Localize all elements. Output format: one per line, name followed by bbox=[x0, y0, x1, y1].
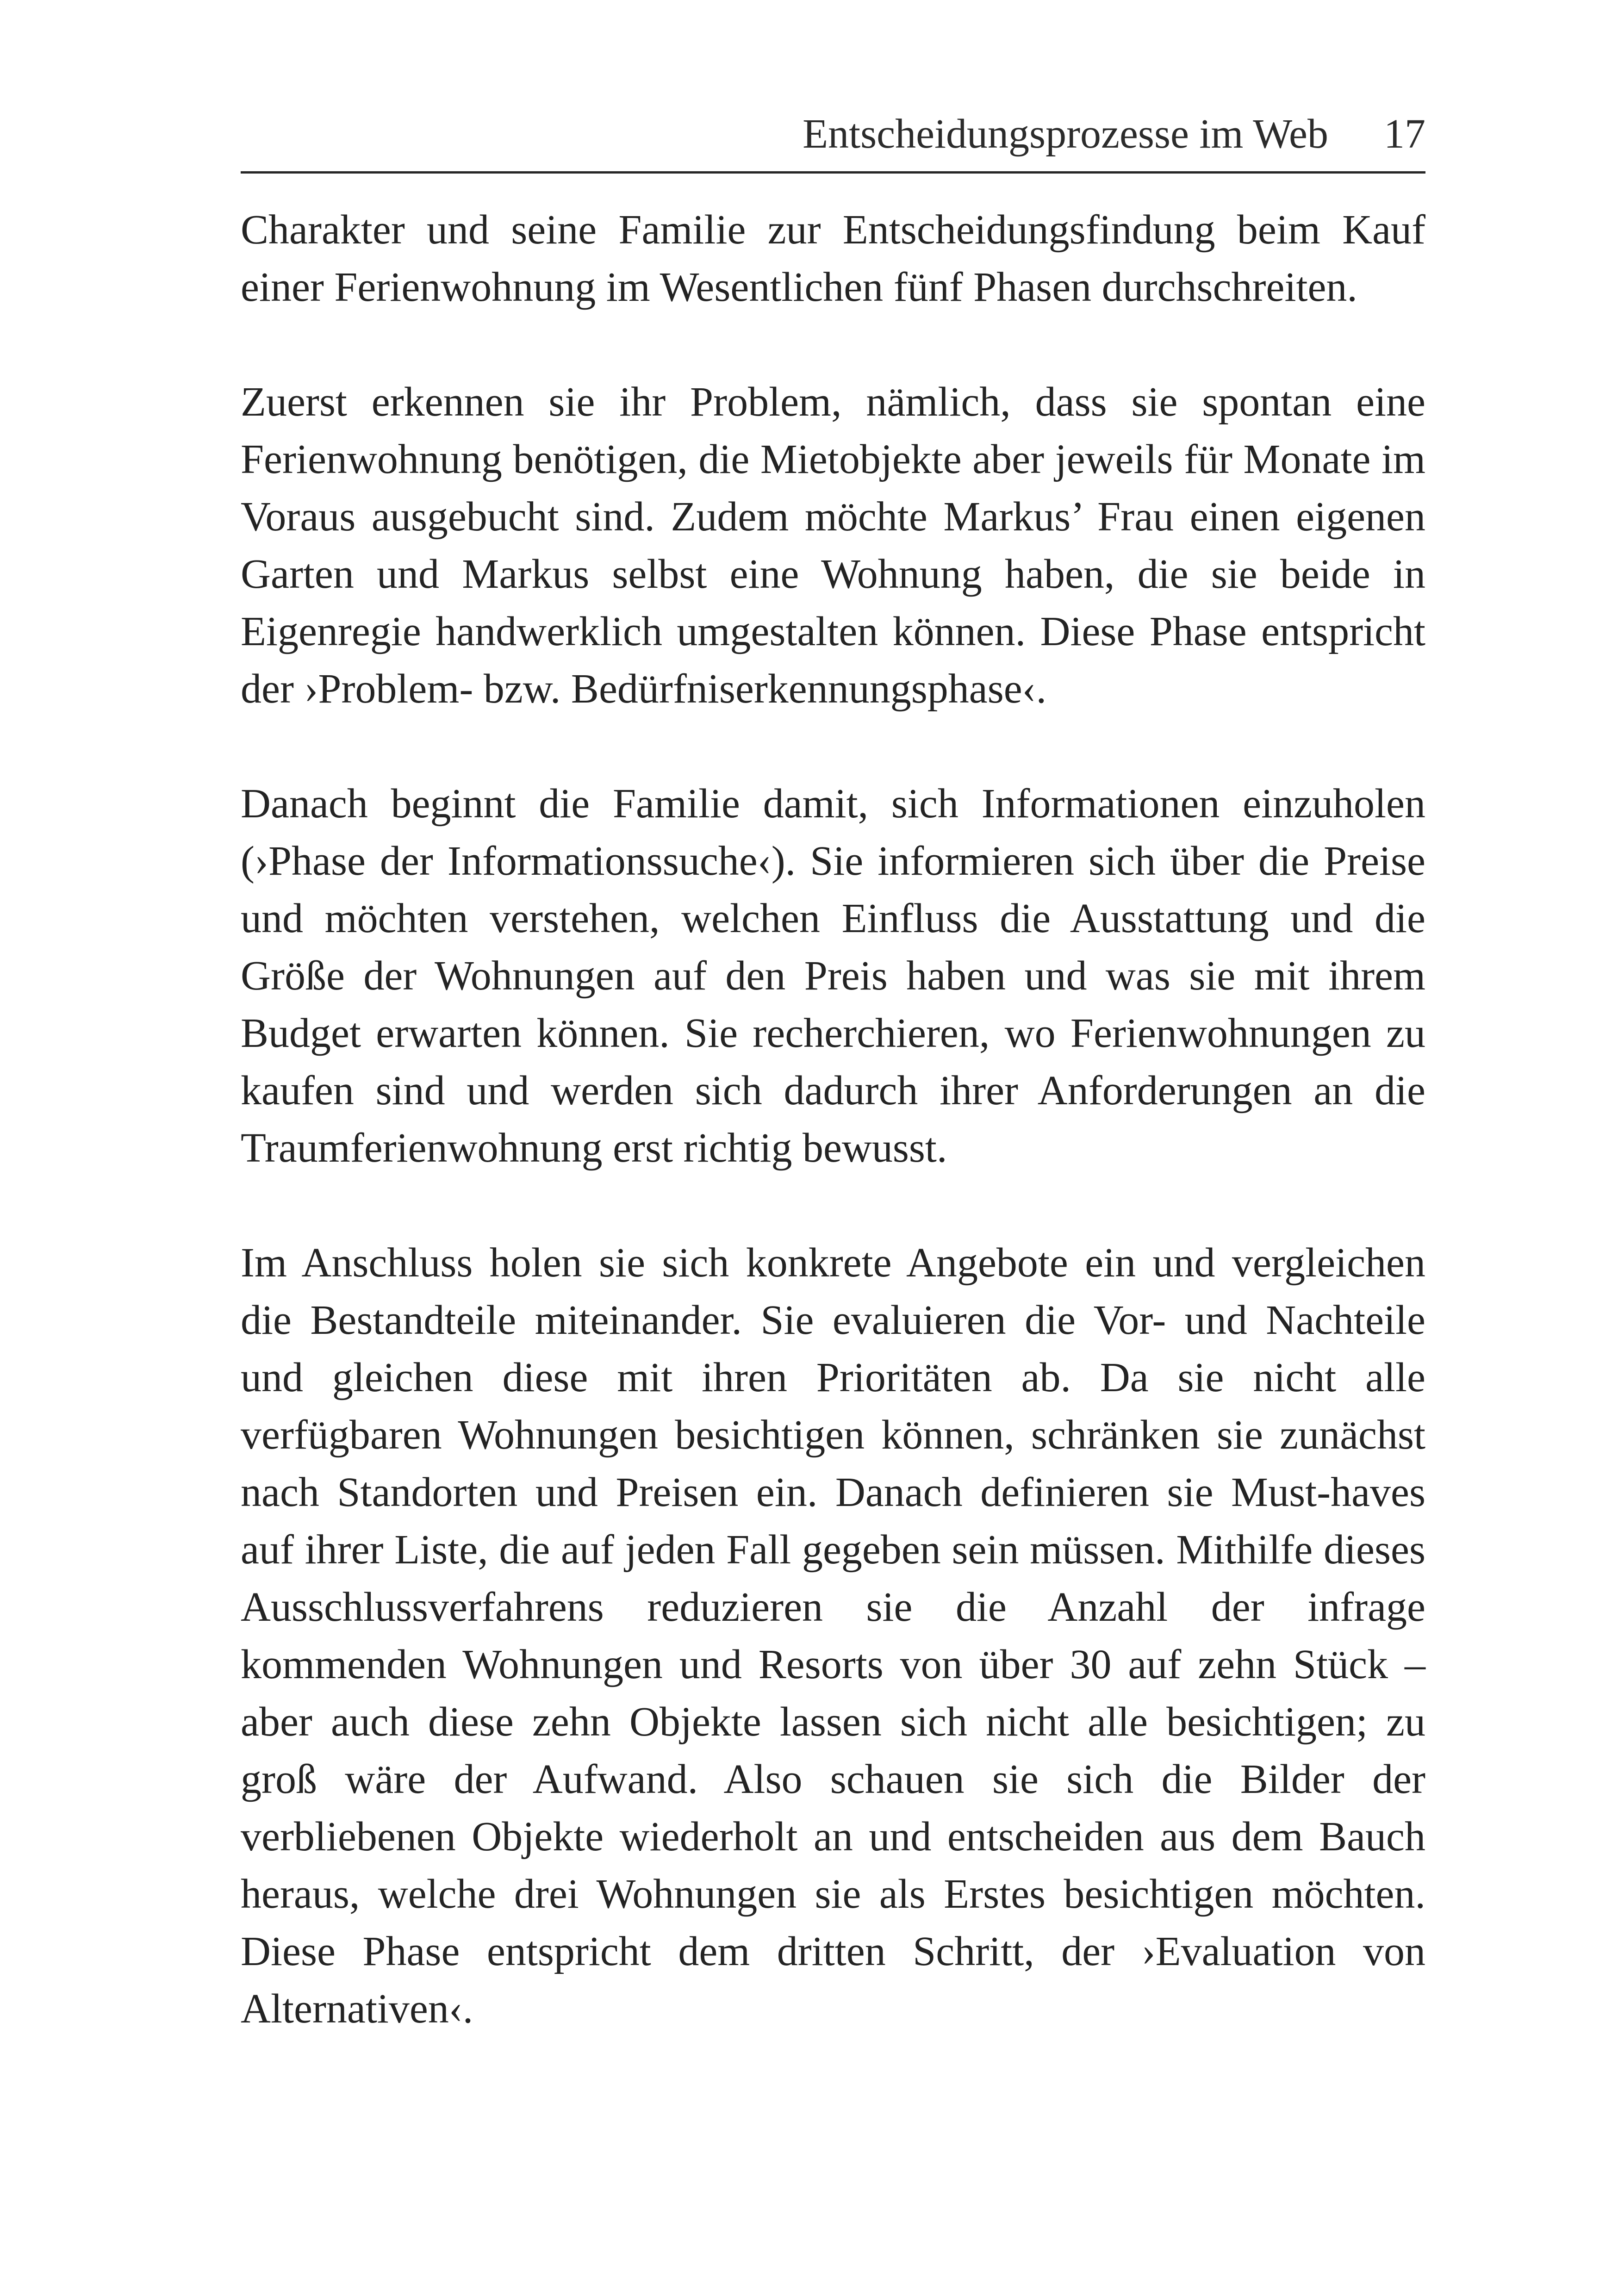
running-title: Entscheidungsprozesse im Web bbox=[803, 111, 1328, 157]
paragraph: Zuerst erkennen sie ihr Problem, nämlich, dass sie spontan eine Ferienwohnung benötigen, die Mietobjekte aber jeweils für Monate im Voraus ausgebucht sind. Zudem möchte Markus’ Frau einen eigenen Garten und Markus selbst eine Wohnung haben, die sie beide in Eigenregie handwerklich umgestalten können. Diese Phase entspricht der ›Problem- bzw. Bedürfniserkennungsphase‹. bbox=[241, 379, 1425, 712]
paragraph: Charakter und seine Familie zur Entscheidungsfindung beim Kauf einer Ferienwohnung im Wesentlichen fünf Phasen durchschreiten. bbox=[241, 207, 1425, 310]
page-number: 17 bbox=[1384, 111, 1425, 157]
header-rule bbox=[241, 171, 1425, 174]
body-text bbox=[241, 201, 1425, 2038]
paragraph: Danach beginnt die Familie damit, sich Informationen einzuholen (›Phase der Informationssuche‹). Sie informieren sich über die Preise und möchten verstehen, welchen Einfluss die Ausstattung und die Größe der Wohnungen auf den Preis haben und was sie mit ihrem Budget erwarten können. Sie recherchieren, wo Ferienwohnungen zu kaufen sind und werden sich dadurch ihrer Anforderungen an die Traumferienwohnung erst richtig bewusst. bbox=[241, 781, 1425, 1171]
running-header bbox=[241, 104, 1425, 164]
paragraph: Im Anschluss holen sie sich konkrete Angebote ein und vergleichen die Bestandteile miteinander. Sie evaluieren die Vor- und Nachteile und gleichen diese mit ihren Prioritäten ab. Da sie nicht alle verfügbaren Wohnungen besichtigen können, schränken sie zunächst nach Standorten und Preisen ein. Danach definieren sie Must-haves auf ihrer Liste, die auf jeden Fall gegeben sein müssen. Mithilfe dieses Ausschlussverfahrens reduzieren sie die Anzahl der infrage kommenden Wohnungen und Resorts von über 30 auf zehn Stück – aber auch diese zehn Objekte lassen sich nicht alle besichtigen; zu groß wäre der Aufwand. Also schauen sie sich die Bilder der verbliebenen Objekte wiederholt an und entscheiden aus dem Bauch heraus, welche drei Wohnungen sie als Erstes besichtigen möchten. Diese Phase entspricht dem dritten Schritt, der ›Evaluation von Alternativen‹. bbox=[241, 1240, 1425, 2032]
